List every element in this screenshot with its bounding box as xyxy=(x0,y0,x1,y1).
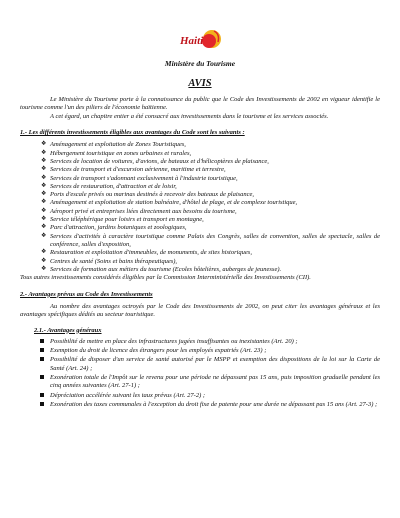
list-item: ❖ Services de formation aux métiers du tourisme (Ecoles hôtelières, auberges de jeunesse). xyxy=(41,265,282,273)
list-item: Possibilité de mettre en place des infrastructures jugées insuffisantes ou inexistantes (Art. 20) ; xyxy=(50,338,380,346)
intro-paragraph-1: Le Ministère du Tourisme porte à la connaissance du public que le Code des Investissements de 2002 en vigueur identifie le tourisme comme l'un des piliers de l'économie haïtienne. xyxy=(20,96,380,112)
list-item: ❖ Services de transport s'adonnant exclusivement à l'industrie touristique, xyxy=(41,174,238,182)
list-item: ❖ Service téléphérique pour loisirs et transport en montagne, xyxy=(41,216,204,224)
section-1-title: 1.- Les différents investissements éligibles aux avantages du Code sont les suivants : xyxy=(20,128,245,136)
intro-paragraph-2: A cet égard, un chapitre entier a été consacré aux investissements dans le tourisme et les services associés. xyxy=(50,112,329,120)
section-2-title: 2.- Avantages prévus au Code des Investissements xyxy=(20,290,153,298)
diamond-bullet-icon: ❖ xyxy=(41,141,47,148)
list-item: Exonération des taxes communales à l'exception du droit fixe de patente pour une durée ne dépassant pas 15 ans (Art. 27-3) ; xyxy=(50,401,380,409)
list-item: ❖ Services de restauration, d'attraction et de loisir, xyxy=(41,182,177,190)
notice-title: AVIS xyxy=(188,78,212,89)
diamond-bullet-icon: ❖ xyxy=(41,232,47,239)
list-item: Exemption du droit de licence des étrangers pour les employés expatriés (Art. 23) ; xyxy=(50,347,380,355)
square-bullet-icon xyxy=(40,339,44,343)
section-2-paragraph: Au nombre des avantages octroyés par le Code des Investissements de 2002, on peut citer les avantages généraux et les avantages spécifiques dédiés au secteur touristique. xyxy=(20,302,380,319)
diamond-bullet-icon: ❖ xyxy=(41,149,47,156)
diamond-bullet-icon: ❖ xyxy=(41,191,47,198)
list-item: ❖ Aménagement et exploitation de Zones Touristiques, xyxy=(41,141,186,149)
list-item: ❖ Services d'activités à caractère touristique comme Palais des Congrès, salles de convention, salles de spectacle, salles de conférence, salles d'exposition, xyxy=(41,232,380,248)
square-bullet-icon xyxy=(40,348,44,352)
diamond-bullet-icon: ❖ xyxy=(41,216,47,223)
list-item: ❖ Centres de santé (Soins et bains thérapeutiques), xyxy=(41,257,178,265)
diamond-bullet-icon: ❖ xyxy=(41,207,47,214)
logo-text: Haiti xyxy=(180,35,204,47)
list-item: ❖ Restauration et exploitation d'immeubles, de monuments, de sites historiques, xyxy=(41,249,252,257)
list-item: ❖ Hébergement touristique en zones urbaines et rurales, xyxy=(41,149,192,157)
ministry-name: Ministère du Tourisme xyxy=(164,59,236,68)
square-bullet-icon xyxy=(40,402,44,406)
square-bullet-icon xyxy=(40,393,44,397)
list-item: ❖ Aéroport privé et entreprises liées directement aux besoins du tourisme, xyxy=(41,207,237,215)
list-item: Exonération totale de l'Impôt sur le revenu pour une période ne dépassant pas 15 ans, puis imposition graduelle pendant les cinq années suivantes (Art. 27-1) ; xyxy=(50,374,380,391)
diamond-bullet-icon: ❖ xyxy=(41,166,47,173)
eligible-investments-list xyxy=(20,141,380,274)
subsection-2-1-title: 2.1.- Avantages généraux xyxy=(34,326,102,334)
general-advantages-list xyxy=(20,338,380,410)
diamond-bullet-icon: ❖ xyxy=(41,199,47,206)
haiti-tourism-logo xyxy=(178,26,224,54)
notice-body xyxy=(20,96,380,410)
list-item: ❖ Services de transport et d'excursion aérienne, maritime et terrestre, xyxy=(41,166,226,174)
list-item: Possibilité de disposer d'un service de santé autorisé par le MSPP et exemption des dispositions de la loi sur la Carte de Santé (Art. 24) ; xyxy=(50,356,380,373)
diamond-bullet-icon: ❖ xyxy=(41,257,47,264)
square-bullet-icon xyxy=(40,357,44,361)
diamond-bullet-icon: ❖ xyxy=(41,182,47,189)
diamond-bullet-icon: ❖ xyxy=(41,265,47,272)
list-item: ❖ Services de location de voitures, d'avions, de bateaux et d'hélicoptères de plaisance, xyxy=(41,157,269,165)
list-item: ❖ Parc d'attraction, jardins botaniques et zoologiques, xyxy=(41,224,187,232)
square-bullet-icon xyxy=(40,375,44,379)
list-item: Dépréciation accélérée suivant les taux prévus (Art. 27-2) ; xyxy=(50,392,380,400)
list-item: ❖ Aménagement et exploitation de station balnéaire, d'hôtel de plage, et de complexe touristique, xyxy=(41,199,298,207)
diamond-bullet-icon: ❖ xyxy=(41,157,47,164)
diamond-bullet-icon: ❖ xyxy=(41,224,47,231)
list-item: ❖ Ports d'escale privés ou marinas destinés à recevoir des bateaux de plaisance, xyxy=(41,191,255,199)
section-1-note: Tous autres investissements considérés éligibles par la Commission Interministérielle des Investissements (CII). xyxy=(20,274,311,282)
diamond-bullet-icon: ❖ xyxy=(41,174,47,181)
diamond-bullet-icon: ❖ xyxy=(41,249,47,256)
